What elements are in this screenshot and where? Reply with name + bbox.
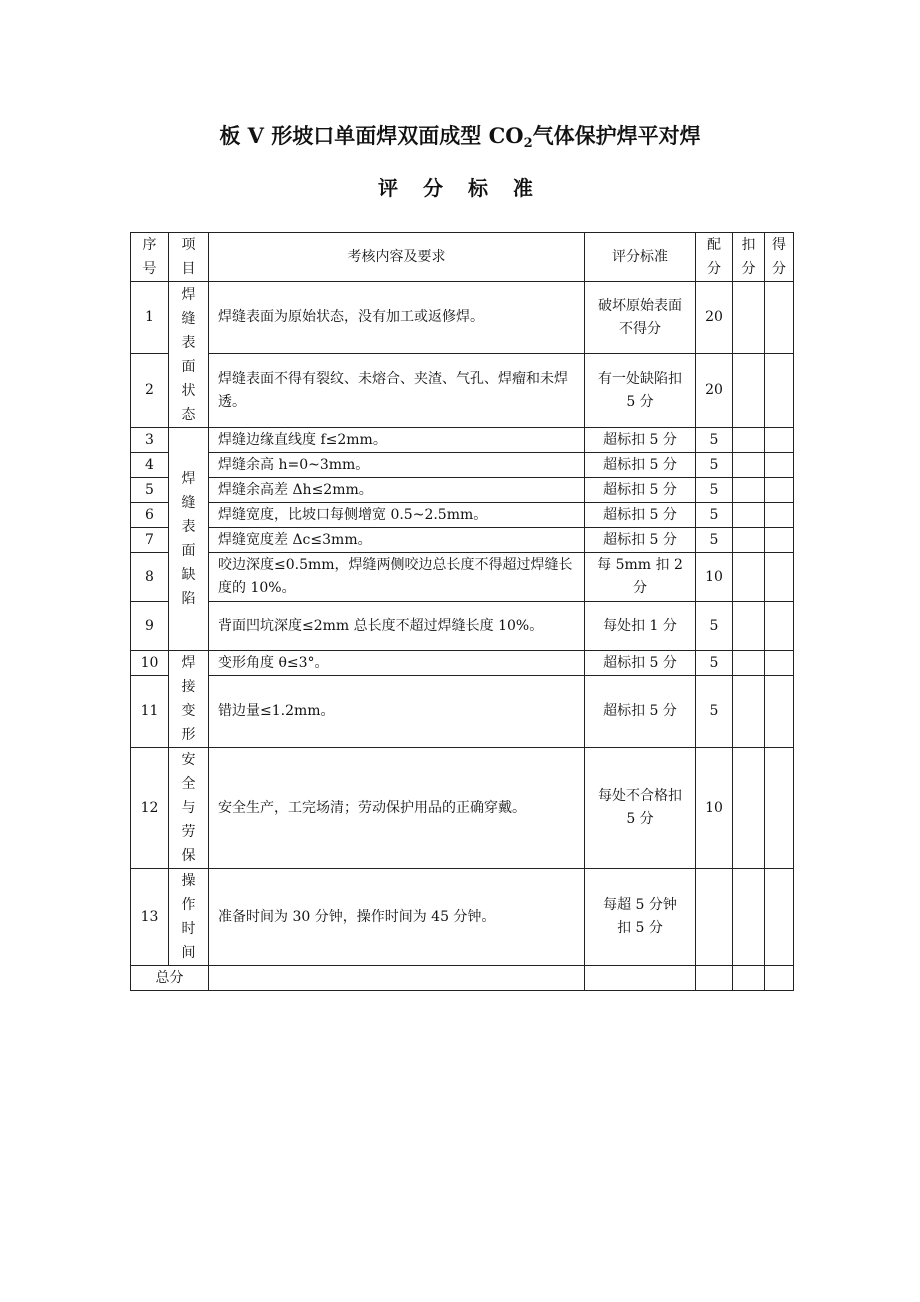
row-standard: 超标扣 5 分 [585,528,696,553]
row-no: 7 [131,528,169,553]
row-score: 10 [696,748,733,869]
table-row [131,748,794,869]
row-deduct [733,478,765,503]
row-got [765,553,794,602]
row-got [765,651,794,676]
row-content: 背面凹坑深度≤2mm 总长度不超过焊缝长度 10%。 [209,602,585,651]
row-got [765,869,794,966]
row-score: 5 [696,503,733,528]
group-safety: 安 全 与 劳 保 [169,748,209,869]
header-got: 得 分 [765,233,794,282]
row-got [765,503,794,528]
row-content: 焊缝宽度差 Δc≤3mm。 [209,528,585,553]
row-got [765,453,794,478]
row-standard: 每超 5 分钟扣 5 分 [585,869,696,966]
row-no: 8 [131,553,169,602]
row-content: 焊缝宽度，比坡口每侧增宽 0.5~2.5mm。 [209,503,585,528]
row-content: 焊缝余高差 Δh≤2mm。 [209,478,585,503]
header-seq: 序 号 [131,233,169,282]
header-standard: 评分标准 [585,233,696,282]
row-score: 5 [696,651,733,676]
row-standard: 超标扣 5 分 [585,503,696,528]
row-got [765,354,794,428]
row-score: 5 [696,528,733,553]
header-score: 配 分 [696,233,733,282]
total-got [765,966,794,991]
total-row [131,966,794,991]
row-deduct [733,651,765,676]
row-deduct [733,553,765,602]
row-content: 焊缝表面不得有裂纹、未熔合、夹渣、气孔、焊瘤和未焊透。 [209,354,585,428]
document-title: 板 V 形坡口单面焊双面成型 $CO_2$气体保护焊平对焊 [219,123,701,151]
row-standard: 超标扣 5 分 [585,676,696,748]
group-surface-state: 焊 缝 表 面 状 态 [169,282,209,428]
group-deformation: 焊 接 变 形 [169,651,209,748]
table-row [131,478,794,503]
row-no: 11 [131,676,169,748]
row-standard: 每 5mm 扣 2 分 [585,553,696,602]
row-deduct [733,748,765,869]
row-no: 9 [131,602,169,651]
row-content: 焊缝余高 h=0~3mm。 [209,453,585,478]
table-row [131,428,794,453]
table-header-row [131,233,794,282]
total-deduct [733,966,765,991]
row-deduct [733,282,765,354]
row-no: 2 [131,354,169,428]
grading-table [130,232,794,991]
row-standard: 超标扣 5 分 [585,453,696,478]
table-row [131,602,794,651]
row-no: 5 [131,478,169,503]
row-got [765,602,794,651]
row-score: 5 [696,428,733,453]
row-score [696,869,733,966]
row-score: 10 [696,553,733,602]
row-content: 安全生产，工完场清；劳动保护用品的正确穿戴。 [209,748,585,869]
group-surface-defects: 焊 缝 表 面 缺 陷 [169,428,209,651]
row-content: 焊缝表面为原始状态，没有加工或返修焊。 [209,282,585,354]
row-standard: 超标扣 5 分 [585,428,696,453]
row-got [765,478,794,503]
row-got [765,282,794,354]
row-standard: 超标扣 5 分 [585,651,696,676]
row-deduct [733,453,765,478]
row-no: 4 [131,453,169,478]
row-deduct [733,528,765,553]
row-standard: 超标扣 5 分 [585,478,696,503]
table-row [131,651,794,676]
total-content [209,966,585,991]
row-content: 变形角度 θ≤3°。 [209,651,585,676]
total-standard [585,966,696,991]
row-score: 20 [696,354,733,428]
row-got [765,748,794,869]
row-got [765,676,794,748]
table-row [131,553,794,602]
row-no: 6 [131,503,169,528]
row-content: 咬边深度≤0.5mm，焊缝两侧咬边总长度不得超过焊缝长度的 10%。 [209,553,585,602]
row-deduct [733,602,765,651]
group-time: 操 作 时 间 [169,869,209,966]
row-standard: 每处扣 1 分 [585,602,696,651]
row-standard: 破坏原始表面不得分 [585,282,696,354]
row-no: 12 [131,748,169,869]
row-deduct [733,869,765,966]
row-no: 13 [131,869,169,966]
row-no: 1 [131,282,169,354]
row-score: 5 [696,453,733,478]
header-content: 考核内容及要求 [209,233,585,282]
row-deduct [733,354,765,428]
row-score: 5 [696,478,733,503]
row-score: 20 [696,282,733,354]
row-standard: 每处不合格扣 5 分 [585,748,696,869]
row-content: 焊缝边缘直线度 f≤2mm。 [209,428,585,453]
row-content: 准备时间为 30 分钟，操作时间为 45 分钟。 [209,869,585,966]
table-row [131,528,794,553]
header-deduct: 扣 分 [733,233,765,282]
row-content: 错边量≤1.2mm。 [209,676,585,748]
table-row [131,503,794,528]
row-got [765,528,794,553]
document-subtitle: 评 分 标 准 [378,176,542,200]
row-deduct [733,428,765,453]
row-score: 5 [696,676,733,748]
row-no: 10 [131,651,169,676]
total-score [696,966,733,991]
header-item: 项 目 [169,233,209,282]
row-deduct [733,676,765,748]
table-row [131,869,794,966]
total-label: 总分 [131,966,209,991]
table-row [131,676,794,748]
row-got [765,428,794,453]
table-row [131,354,794,428]
row-deduct [733,503,765,528]
table-row [131,453,794,478]
row-score: 5 [696,602,733,651]
table-row [131,282,794,354]
row-standard: 有一处缺陷扣 5 分 [585,354,696,428]
row-no: 3 [131,428,169,453]
